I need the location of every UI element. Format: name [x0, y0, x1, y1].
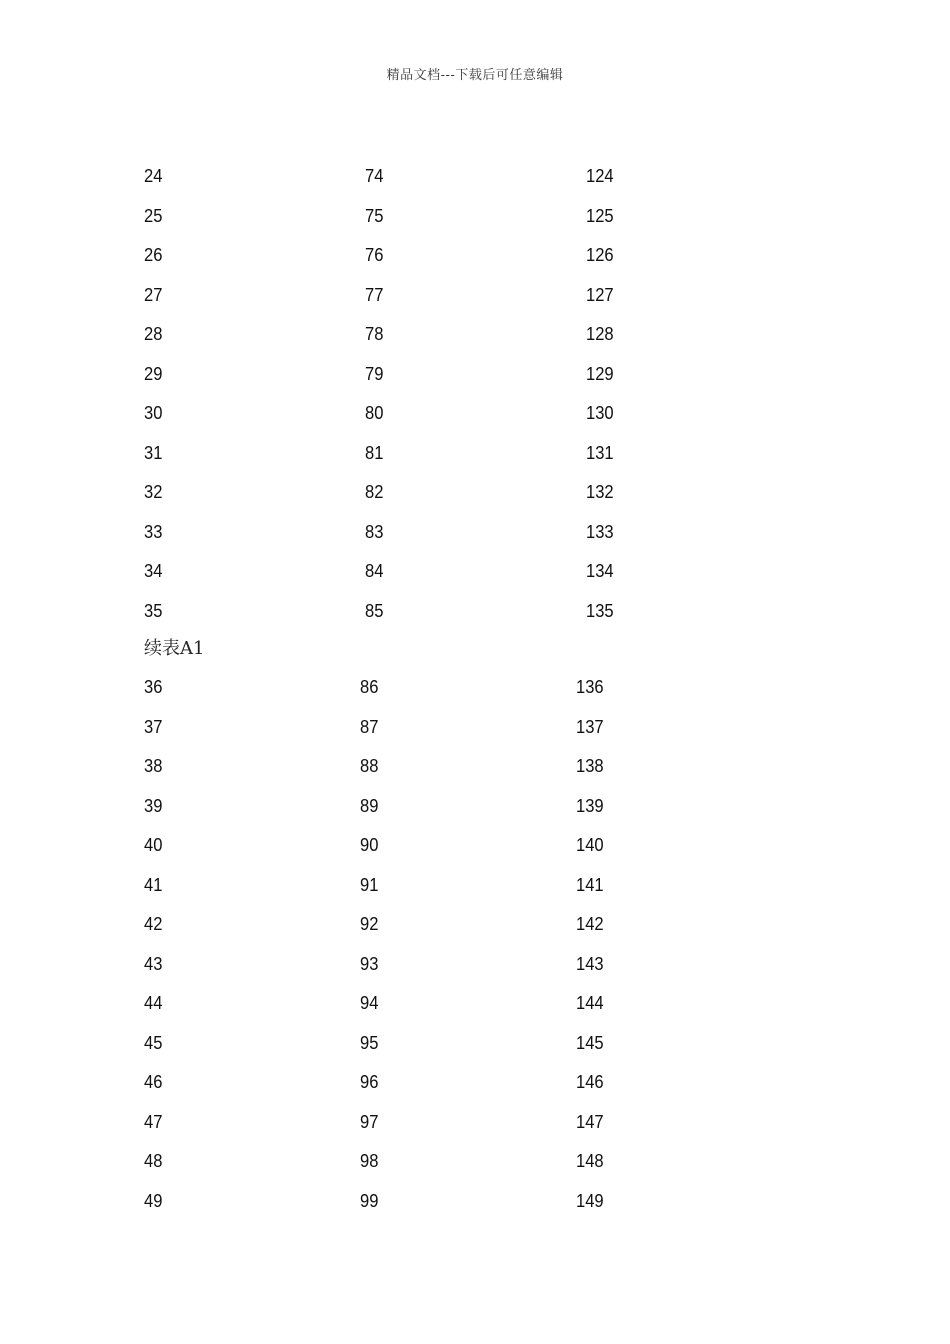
- table-cell: 34: [144, 561, 163, 581]
- table-row: [144, 795, 744, 835]
- table-cell: 127: [586, 284, 614, 305]
- table-row: [144, 953, 744, 993]
- table-row: [144, 205, 744, 245]
- number-table-part-1: [144, 165, 744, 639]
- table-cell: 46: [144, 1072, 163, 1092]
- number-table-part-2: [144, 676, 744, 1229]
- table-cell: 27: [144, 284, 163, 305]
- table-cell: 75: [365, 205, 384, 226]
- table-cell: 47: [144, 1111, 163, 1132]
- table-row: [144, 323, 744, 363]
- table-cell: 35: [144, 600, 163, 621]
- table-cell: 49: [144, 1190, 163, 1211]
- table-cell: 145: [576, 1032, 604, 1053]
- table-cell: 126: [586, 245, 614, 265]
- table-cell: 142: [576, 914, 604, 934]
- table-cell: 29: [144, 363, 163, 384]
- table-cell: 86: [360, 677, 379, 697]
- table-cell: 96: [360, 1072, 379, 1092]
- table-row: [144, 834, 744, 874]
- table-cell: 42: [144, 914, 163, 934]
- table-row: [144, 1190, 744, 1230]
- table-cell: 94: [360, 993, 379, 1013]
- table-cell: 147: [576, 1111, 604, 1132]
- table-cell: 74: [365, 166, 384, 186]
- table-cell: 40: [144, 835, 163, 855]
- table-cell: 129: [586, 363, 614, 384]
- table-cell: 146: [576, 1072, 604, 1092]
- table-cell: 43: [144, 953, 163, 974]
- table-cell: 93: [360, 953, 379, 974]
- table-cell: 38: [144, 756, 163, 776]
- table-cell: 78: [365, 324, 384, 344]
- table-cell: 37: [144, 716, 163, 737]
- table-cell: 33: [144, 521, 163, 542]
- table-cell: 91: [360, 874, 379, 895]
- table-cell: 28: [144, 324, 163, 344]
- table-row: [144, 874, 744, 914]
- page-header: 精品文档---下载后可任意编辑: [386, 68, 564, 83]
- table-row: [144, 363, 744, 403]
- table-cell: 133: [586, 521, 614, 542]
- table-cell: 125: [586, 205, 614, 226]
- table-cell: 138: [576, 756, 604, 776]
- table-cell: 149: [576, 1190, 604, 1211]
- table-cell: 89: [360, 795, 379, 816]
- table-cell: 135: [586, 600, 614, 621]
- table-row: [144, 402, 744, 442]
- table-cell: 41: [144, 874, 163, 895]
- table-row: [144, 600, 744, 640]
- table-row: [144, 1032, 744, 1072]
- table-cell: 77: [365, 284, 384, 305]
- table-cell: 97: [360, 1111, 379, 1132]
- table-cell: 45: [144, 1032, 163, 1053]
- table-cell: 84: [365, 561, 384, 581]
- table-cell: 87: [360, 716, 379, 737]
- table-cell: 92: [360, 914, 379, 934]
- table-row: [144, 1150, 744, 1190]
- table-cell: 82: [365, 482, 384, 502]
- table-cell: 79: [365, 363, 384, 384]
- table-row: [144, 244, 744, 284]
- table-cell: 141: [576, 874, 604, 895]
- table-cell: 98: [360, 1151, 379, 1171]
- table-row: [144, 560, 744, 600]
- table-row: [144, 442, 744, 482]
- table-cell: 134: [586, 561, 614, 581]
- table-cell: 148: [576, 1151, 604, 1171]
- table-cell: 95: [360, 1032, 379, 1053]
- table-cell: 90: [360, 835, 379, 855]
- table-cell: 39: [144, 795, 163, 816]
- table-cell: 48: [144, 1151, 163, 1171]
- table-cell: 128: [586, 324, 614, 344]
- table-cell: 144: [576, 993, 604, 1013]
- table-cell: 24: [144, 166, 163, 186]
- table-cell: 88: [360, 756, 379, 776]
- table-row: [144, 521, 744, 561]
- table-row: [144, 755, 744, 795]
- table-row: [144, 481, 744, 521]
- table-row: [144, 992, 744, 1032]
- table-cell: 36: [144, 677, 163, 697]
- table-cell: 137: [576, 716, 604, 737]
- table-cell: 30: [144, 403, 163, 423]
- table-cell: 140: [576, 835, 604, 855]
- table-cell: 32: [144, 482, 163, 502]
- table-cell: 25: [144, 205, 163, 226]
- table-cell: 130: [586, 403, 614, 423]
- table-cell: 124: [586, 166, 614, 186]
- table-cell: 83: [365, 521, 384, 542]
- table-row: [144, 716, 744, 756]
- table-row: [144, 165, 744, 205]
- table-cell: 131: [586, 442, 614, 463]
- table-row: [144, 1111, 744, 1151]
- table-cell: 132: [586, 482, 614, 502]
- continuation-table-title: 续表A1: [144, 638, 205, 659]
- table-cell: 139: [576, 795, 604, 816]
- table-row: [144, 676, 744, 716]
- table-cell: 136: [576, 677, 604, 697]
- table-row: [144, 284, 744, 324]
- table-cell: 143: [576, 953, 604, 974]
- table-row: [144, 913, 744, 953]
- table-cell: 85: [365, 600, 384, 621]
- table-cell: 81: [365, 442, 384, 463]
- table-cell: 31: [144, 442, 163, 463]
- table-cell: 26: [144, 245, 163, 265]
- table-row: [144, 1071, 744, 1111]
- table-cell: 76: [365, 245, 384, 265]
- table-cell: 80: [365, 403, 384, 423]
- table-cell: 44: [144, 993, 163, 1013]
- table-cell: 99: [360, 1190, 379, 1211]
